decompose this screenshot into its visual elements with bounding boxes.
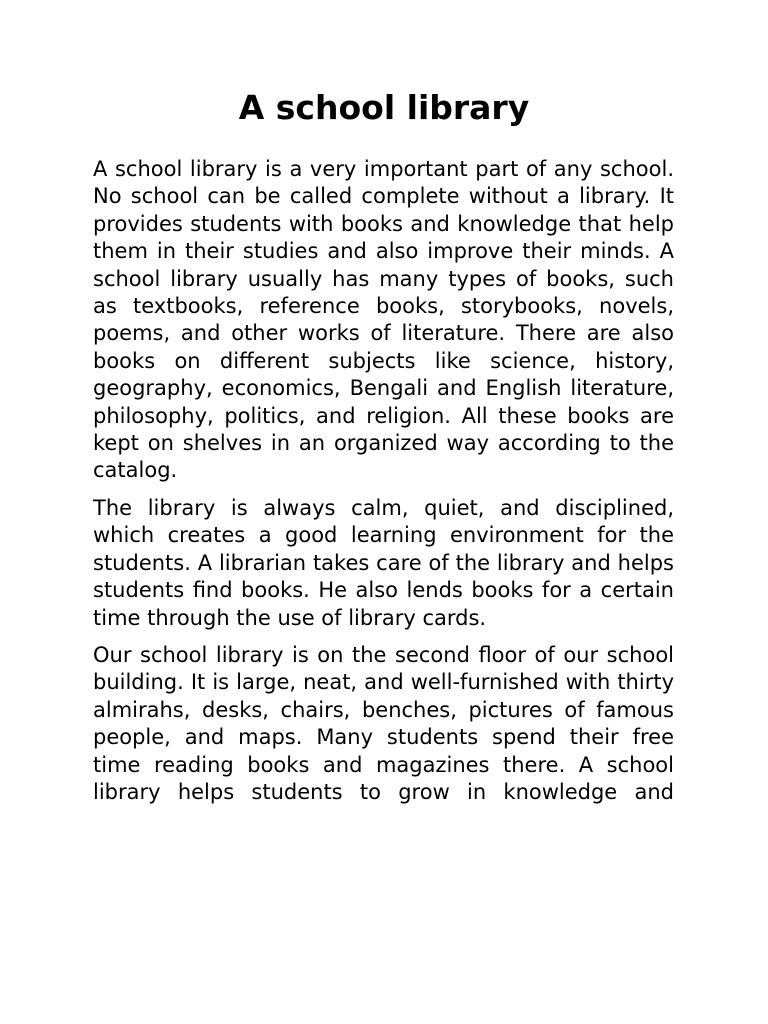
paragraph-1: A school library is a very important part of any school. No school can be called complete without a library. It provides students with books and knowledge that help them in their studies and also improve their minds. A school library usually has many types of books, such as textbooks, reference books, storybooks, novels, poems, and other works of literature. There are also books on different subjects like science, history, geography, economics, Bengali and English literature, philosophy, politics, and religion. All these books are kept on shelves in an organized way according to the catalog. <box>93 157 674 483</box>
paragraph-2: The library is always calm, quiet, and disciplined, which creates a good learning environment for the students. A librarian takes care of the library and helps students find books. He also lends books for a certain time through the use of library cards. <box>93 495 674 630</box>
paragraph-3: Our school library is on the second floor of our school building. It is large, neat, and well-furnished with thirty almirahs, desks, chairs, benches, pictures of famous people, and maps. Many students spend their free time reading books and magazines there. A school library helps students to grow in knowledge and <box>93 642 674 804</box>
page-title: A school library <box>238 88 530 127</box>
document-body <box>93 156 674 816</box>
